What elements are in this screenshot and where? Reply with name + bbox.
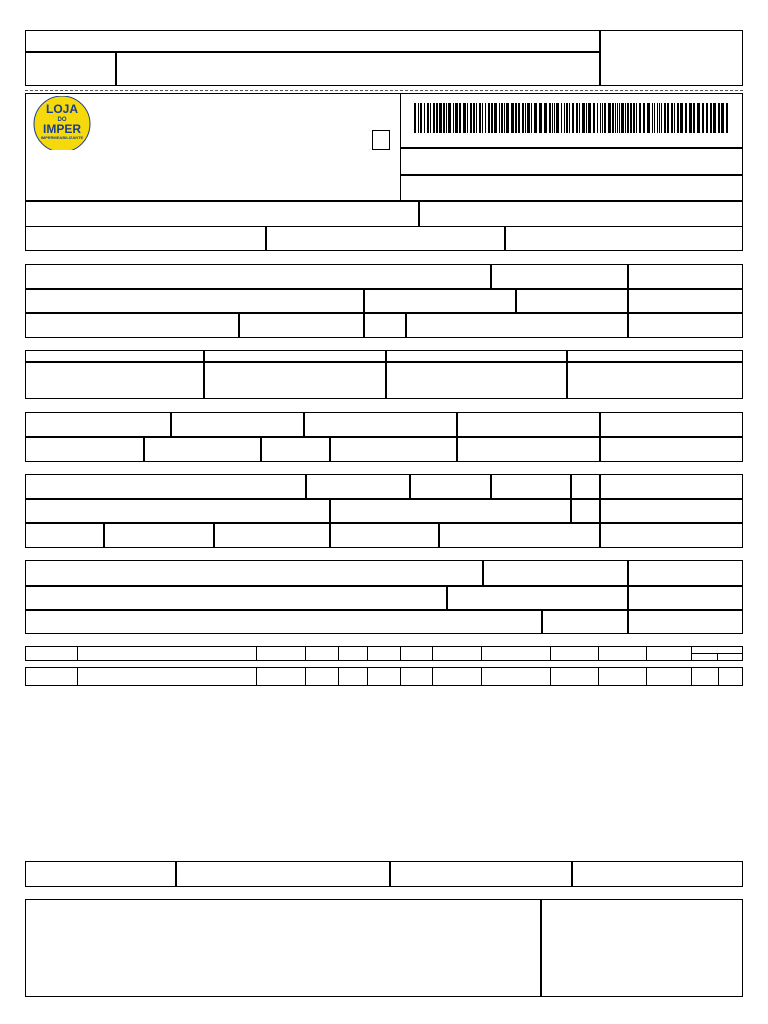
barcode-bar xyxy=(621,103,624,133)
barcode-bar xyxy=(639,103,641,133)
state-registration-row xyxy=(25,226,743,251)
recipient-divider-a xyxy=(490,264,492,289)
barcode-bar xyxy=(608,103,611,133)
barcode-bar xyxy=(588,103,591,133)
products-header-column-divider xyxy=(305,646,306,661)
barcode-bar xyxy=(518,103,520,133)
operation-nature-row xyxy=(25,201,743,227)
products-header-column-divider xyxy=(338,646,339,661)
tax-calc-div-1 xyxy=(170,412,172,437)
barcode-bar xyxy=(504,103,505,133)
products-row-column-divider xyxy=(305,667,306,686)
receipt-stub xyxy=(25,30,743,86)
barcode-bar xyxy=(667,103,669,133)
recipient-divider-f xyxy=(363,312,365,338)
issqn-line-2 xyxy=(25,609,743,611)
barcode-bar xyxy=(473,103,475,133)
barcode-bar xyxy=(582,103,585,133)
state-registration-divider-2 xyxy=(504,226,506,251)
service-totals-row xyxy=(25,861,743,887)
logo-line-2: DO xyxy=(57,117,67,123)
tax-calc-div-6 xyxy=(260,436,262,462)
barcode-bar xyxy=(539,103,542,133)
cut-line xyxy=(25,90,743,91)
barcode-bar xyxy=(455,103,458,133)
barcode-bar xyxy=(463,103,466,133)
barcode-bar xyxy=(569,103,570,133)
barcode-bar xyxy=(654,103,655,133)
barcode-bar xyxy=(443,103,445,133)
loja-do-imper-logo xyxy=(32,96,92,150)
barcode-bar xyxy=(659,103,660,133)
barcode-bar xyxy=(685,103,687,133)
products-header-column-divider xyxy=(367,646,368,661)
barcode-bar xyxy=(549,103,551,133)
carrier-div-9 xyxy=(329,522,331,548)
barcode-bar xyxy=(506,103,509,133)
barcode-bar xyxy=(710,103,712,133)
products-row-column-divider xyxy=(77,667,78,686)
products-table-row xyxy=(25,667,743,686)
carrier-div-5 xyxy=(599,474,601,548)
barcode-bar xyxy=(619,103,620,133)
products-header-column-divider xyxy=(432,646,433,661)
barcode-bar xyxy=(531,103,532,133)
products-header-column-divider xyxy=(646,646,647,661)
barcode-bar xyxy=(525,103,526,133)
barcode-bar xyxy=(561,103,562,133)
barcode-bar xyxy=(697,103,700,133)
tax-calc-div-4 xyxy=(599,412,601,462)
additional-data-divider xyxy=(540,899,542,997)
tax-calc-line xyxy=(25,436,743,438)
barcode-bar xyxy=(424,103,425,133)
products-row-column-divider xyxy=(400,667,401,686)
carrier-div-3 xyxy=(490,474,492,499)
barcode-bar xyxy=(439,103,442,133)
operation-nature-divider xyxy=(418,201,420,227)
access-key-line-1 xyxy=(400,147,743,149)
products-row-column-divider xyxy=(691,667,692,686)
barcode-bar xyxy=(522,103,524,133)
barcode-bar xyxy=(418,103,419,133)
carrier-div-7 xyxy=(103,522,105,548)
duplicates-divider-3 xyxy=(566,350,568,399)
barcode-bar xyxy=(511,103,514,133)
products-row-column-divider xyxy=(256,667,257,686)
carrier-div-6 xyxy=(329,498,331,523)
barcode-bar xyxy=(633,103,635,133)
issqn-div-2 xyxy=(627,560,629,634)
barcode-bar xyxy=(674,103,675,133)
carrier-div-1 xyxy=(305,474,307,499)
barcode-bar xyxy=(420,103,422,133)
barcode-bar xyxy=(627,103,629,133)
barcode-bar xyxy=(427,103,429,133)
barcode-bar xyxy=(448,103,451,133)
duplicates-header-line xyxy=(25,361,743,363)
products-header-column-divider xyxy=(691,646,692,661)
products-header-column-divider xyxy=(717,653,718,661)
carrier-section xyxy=(25,474,743,548)
barcode-bar xyxy=(615,103,616,133)
barcode-bar xyxy=(467,103,468,133)
barcode-bar xyxy=(470,103,472,133)
duplicates-section xyxy=(25,350,743,399)
barcode-bar xyxy=(604,103,606,133)
duplicates-divider-2 xyxy=(385,350,387,399)
recipient-section xyxy=(25,264,743,338)
barcode-bar xyxy=(652,103,653,133)
products-header-column-divider xyxy=(550,646,551,661)
barcode-bar xyxy=(617,103,618,133)
barcode-bar xyxy=(488,103,490,133)
barcode-bar xyxy=(414,103,416,133)
barcode-bar xyxy=(713,103,716,133)
recipient-line-1 xyxy=(25,288,743,290)
barcode-bar xyxy=(499,103,500,133)
products-header-column-divider xyxy=(400,646,401,661)
products-row-column-divider xyxy=(598,667,599,686)
products-row-column-divider xyxy=(367,667,368,686)
barcode-bar xyxy=(564,103,565,133)
barcode-bar xyxy=(706,103,708,133)
products-row-column-divider xyxy=(550,667,551,686)
products-row-column-divider xyxy=(432,667,433,686)
products-header-column-divider xyxy=(256,646,257,661)
logo-line-1: LOJA xyxy=(45,102,79,116)
barcode-bar xyxy=(476,103,477,133)
recipient-divider-b xyxy=(627,264,629,338)
barcode-bar xyxy=(527,103,530,133)
carrier-div-8 xyxy=(213,522,215,548)
barcode-bar xyxy=(680,103,683,133)
carrier-div-2 xyxy=(409,474,411,499)
barcode-bar xyxy=(494,103,497,133)
barcode-bar xyxy=(534,103,537,133)
entry-exit-checkbox[interactable] xyxy=(372,130,390,150)
barcode-bar xyxy=(636,103,637,133)
issqn-section xyxy=(25,560,743,634)
tax-calc-div-7 xyxy=(329,436,331,462)
tax-calc-div-5 xyxy=(143,436,145,462)
access-key-line-2 xyxy=(400,174,743,176)
barcode-bar xyxy=(430,103,431,133)
barcode-bar xyxy=(554,103,555,133)
carrier-line-2 xyxy=(25,522,743,524)
barcode-bar xyxy=(491,103,493,133)
recipient-divider-c xyxy=(363,288,365,313)
carrier-div-10 xyxy=(438,522,440,548)
barcode-bar xyxy=(661,103,662,133)
barcode-bar xyxy=(657,103,658,133)
issqn-div-4 xyxy=(541,609,543,634)
issqn-line-1 xyxy=(25,585,743,587)
tax-calc-div-3 xyxy=(456,412,458,462)
barcode-bar xyxy=(515,103,517,133)
barcode-bar xyxy=(482,103,483,133)
barcode-bar xyxy=(566,103,568,133)
logo-line-3: IMPER xyxy=(42,122,82,136)
barcode-bar xyxy=(459,103,461,133)
products-row-column-divider xyxy=(338,667,339,686)
duplicates-divider-1 xyxy=(203,350,205,399)
barcode-bar xyxy=(721,103,724,133)
issqn-div-1 xyxy=(482,560,484,586)
service-totals-div-2 xyxy=(389,861,391,887)
barcode-bar xyxy=(572,103,574,133)
barcode-bar xyxy=(702,103,704,133)
barcode-bar xyxy=(579,103,580,133)
carrier-div-4 xyxy=(570,474,572,523)
additional-data-section xyxy=(25,899,743,997)
barcode-bar xyxy=(689,103,692,133)
products-row-column-divider xyxy=(718,667,719,686)
barcode-bar xyxy=(630,103,632,133)
barcode-bar xyxy=(671,103,673,133)
barcode-bar xyxy=(544,103,547,133)
barcode-bar xyxy=(552,103,553,133)
receipt-stub-row-line xyxy=(25,51,600,53)
service-totals-div-1 xyxy=(175,861,177,887)
barcode-bar xyxy=(485,103,486,133)
recipient-line-2 xyxy=(25,312,743,314)
barcode-bar xyxy=(664,103,666,133)
carrier-line-1 xyxy=(25,498,743,500)
barcode-bar xyxy=(643,103,645,133)
barcode-bar xyxy=(677,103,679,133)
barcode-bar xyxy=(602,103,603,133)
barcode-bar xyxy=(501,103,503,133)
recipient-divider-g xyxy=(405,312,407,338)
products-header-column-divider xyxy=(598,646,599,661)
barcode-bar xyxy=(718,103,720,133)
barcode-bar xyxy=(556,103,559,133)
barcode-bar xyxy=(453,103,454,133)
products-header-column-divider xyxy=(481,646,482,661)
recipient-divider-d xyxy=(515,288,517,313)
barcode-bar xyxy=(436,103,438,133)
state-registration-divider-1 xyxy=(265,226,267,251)
barcode-bar xyxy=(586,103,587,133)
barcode-bar xyxy=(446,103,447,133)
products-table-header xyxy=(25,646,743,661)
barcode-bar xyxy=(433,103,435,133)
service-totals-div-3 xyxy=(571,861,573,887)
receipt-stub-date-divider xyxy=(115,51,117,86)
logo-line-4: IMPERMEABILIZANTE xyxy=(40,135,84,140)
products-row-column-divider xyxy=(646,667,647,686)
barcode-bar xyxy=(647,103,650,133)
barcode-bar xyxy=(625,103,626,133)
barcode-bar xyxy=(597,103,598,133)
barcode-bar xyxy=(576,103,578,133)
products-header-column-divider xyxy=(77,646,78,661)
issqn-div-3 xyxy=(446,585,448,610)
recipient-divider-e xyxy=(238,312,240,338)
receipt-stub-divider xyxy=(599,30,601,86)
barcode-bar xyxy=(612,103,614,133)
barcode-bar xyxy=(479,103,481,133)
barcode-icon xyxy=(414,103,728,133)
tax-calc-div-2 xyxy=(303,412,305,437)
products-row-column-divider xyxy=(481,667,482,686)
barcode-bar xyxy=(726,103,728,133)
barcode-bar xyxy=(600,103,601,133)
barcode-bar xyxy=(593,103,595,133)
barcode-bar xyxy=(693,103,695,133)
